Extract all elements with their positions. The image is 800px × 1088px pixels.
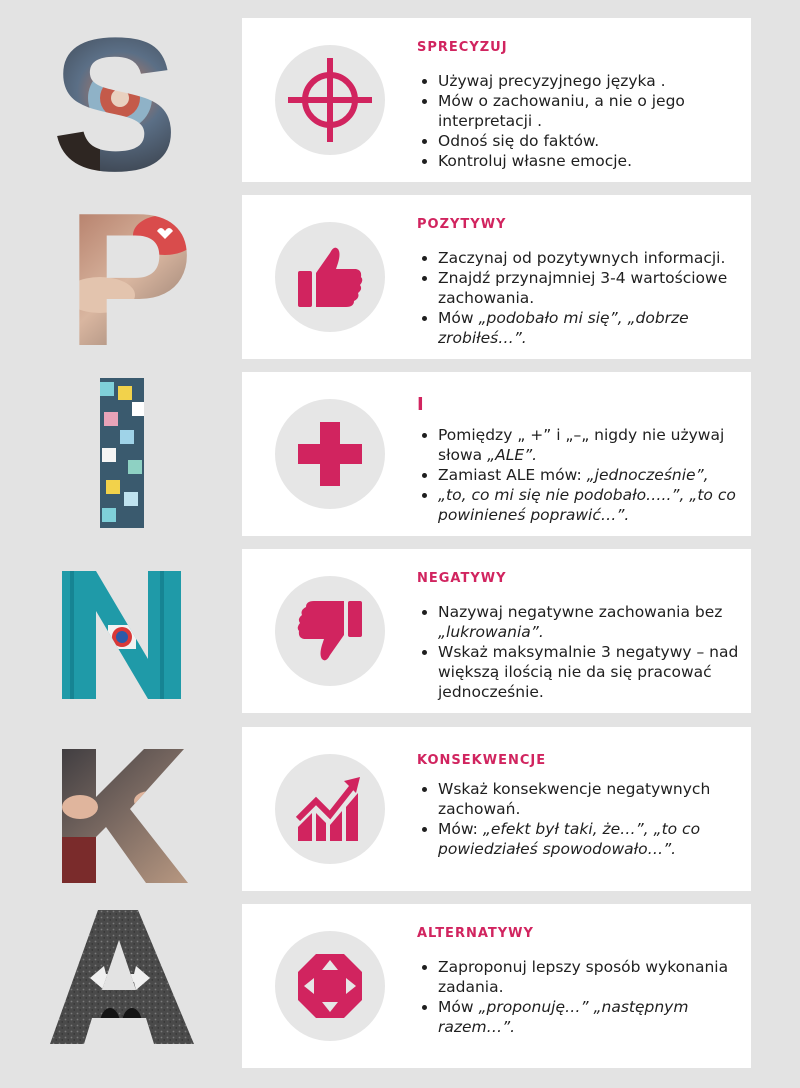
list-item-text: Mów [438, 998, 479, 1016]
photo-letter-s [40, 18, 220, 182]
list-item: • Mów o zachowaniu, a nie o jego interpretacji . [438, 91, 741, 131]
list-item-text: Mów [438, 309, 479, 327]
photo-letter-p [40, 195, 220, 359]
section-card-n [242, 549, 751, 713]
section-card-k [242, 727, 751, 891]
letter-k-text: K [40, 727, 41, 728]
list-item-quote: „lukrowania”. [438, 623, 544, 641]
section-card-p [242, 195, 751, 359]
section-card-s [242, 18, 751, 182]
list-item [438, 602, 741, 642]
section-title: POZYTYWY [417, 217, 507, 232]
list-item-quote: „jednocześnie”, [586, 466, 709, 484]
plus-icon [275, 399, 385, 509]
list-item-quote: „ALE”. [487, 446, 538, 464]
photo-letter-i [40, 372, 220, 536]
letter-n-text: N [40, 549, 41, 550]
section-title: KONSEKWENCJE [417, 753, 547, 768]
bullet-list [417, 602, 741, 702]
section-title: ALTERNATYWY [417, 926, 534, 941]
section-row-p [0, 195, 800, 359]
thumbs-down-icon [275, 576, 385, 686]
section-row-a [0, 904, 800, 1068]
section-card-i [242, 372, 751, 536]
list-item: • Wskaż maksymalnie 3 negatywy – nad większą ilością nie da się pracować jednocześnie. [438, 642, 741, 702]
section-row-n [0, 549, 800, 713]
rising-chart-icon [275, 754, 385, 864]
photo-letter-n [40, 549, 220, 713]
section-row-i [0, 372, 800, 536]
list-item [438, 997, 741, 1037]
diverging-arrows-icon [275, 931, 385, 1041]
list-item: • Znajdź przynajmniej 3-4 wartościowe zachowania. [438, 268, 741, 308]
list-item [438, 485, 741, 525]
list-item-quote: „podobało mi się”, „dobrze zrobiłeś…”. [438, 309, 689, 347]
letter-a-text: A [40, 904, 41, 905]
bullet-list [417, 248, 741, 348]
section-title: SPRECYZUJ [417, 40, 508, 55]
list-item [438, 465, 741, 485]
section-title: I [417, 394, 425, 415]
list-item-quote: „efekt był taki, że…”, „to co powiedziałeś spowodowało…”. [438, 820, 701, 858]
list-item: • Zaczynaj od pozytywnych informacji. [438, 248, 741, 268]
section-card-a [242, 904, 751, 1068]
target-crosshair-icon [275, 45, 385, 155]
list-item-text: Zamiast ALE mów: [438, 466, 587, 484]
bullet-list [417, 71, 741, 171]
list-item: • Wskaż konsekwencje negatywnych zachowań. [438, 779, 741, 819]
list-item-text: Pomiędzy „ +” i „–„ nigdy nie używaj słowa [438, 426, 725, 464]
list-item-quote: „proponuję…” „następnym razem…”. [438, 998, 689, 1036]
section-title: NEGATYWY [417, 571, 507, 586]
list-item-quote: „to, co mi się nie podobało…..”, „to co powinieneś poprawić…”. [438, 486, 736, 524]
letter-i-text: I [40, 372, 41, 373]
list-item-text: Nazywaj negatywne zachowania bez [438, 603, 723, 621]
list-item [438, 819, 741, 859]
bullet-list [417, 425, 741, 525]
list-item-text: Mów: [438, 820, 483, 838]
bullet-list [417, 779, 741, 859]
section-row-k [0, 727, 800, 891]
list-item [438, 425, 741, 465]
list-item: • Używaj precyzyjnego języka . [438, 71, 741, 91]
thumbs-up-icon [275, 222, 385, 332]
photo-letter-k [40, 727, 220, 891]
list-item: • Odnoś się do faktów. [438, 131, 741, 151]
bullet-list [417, 957, 741, 1037]
list-item: • Kontroluj własne emocje. [438, 151, 741, 171]
list-item: • Zaproponuj lepszy sposób wykonania zadania. [438, 957, 741, 997]
list-item [438, 308, 741, 348]
section-row-s [0, 18, 800, 182]
photo-letter-a [40, 904, 220, 1068]
